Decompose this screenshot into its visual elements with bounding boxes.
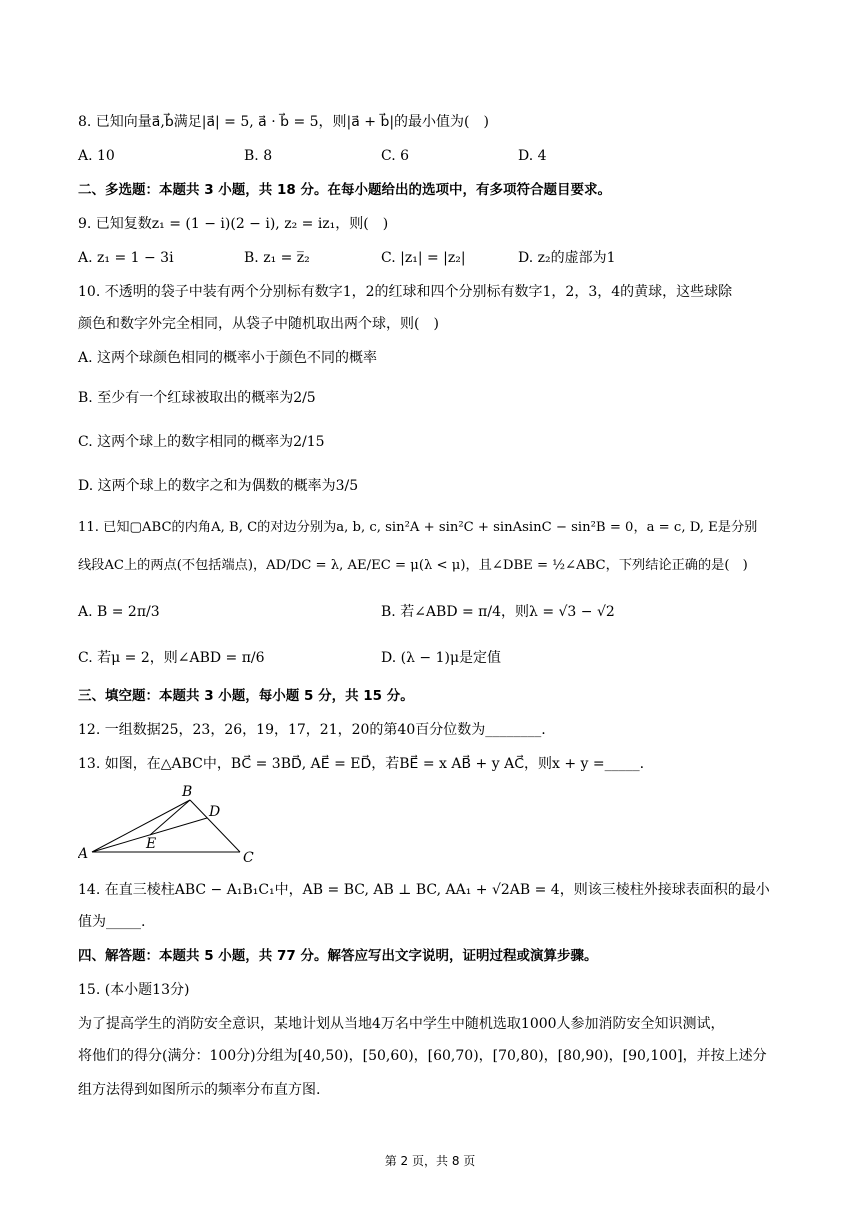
figure-label-d: D	[209, 804, 221, 820]
figure-label-c: C	[243, 850, 254, 866]
q10-option-d: D. 这两个球上的数字之和为偶数的概率为3/5	[78, 478, 359, 494]
triangle-figure	[78, 780, 278, 870]
q11-option-a: A. B = 2π/3	[78, 604, 160, 620]
q9-option-b: B. z₁ = z̅₂	[244, 250, 310, 266]
q10-stem-line1: 10. 不透明的袋子中装有两个分别标有数字1，2的红球和四个分别标有数字1，2，3，4的黄球，这些球除	[78, 284, 733, 300]
q10-option-a: A. 这两个球颜色相同的概率小于颜色不同的概率	[78, 350, 378, 366]
q11-stem-line1: 11. 已知▢ABC的内角A, B, C的对边分别为a, b, c, sin²A + sin²C + sinAsinC − sin²B = 0，a = c, D, E是分别	[78, 520, 758, 535]
q9-option-a: A. z₁ = 1 − 3i	[78, 250, 174, 266]
q15-line3: 组方法得到如图所示的频率分布直方图.	[78, 1082, 321, 1098]
q13-stem: 13. 如图，在△ABC中，BC⃗ = 3BD⃗, AE⃗ = ED⃗，若BE⃗ = x AB⃗ + y AC⃗，则x + y =_____.	[78, 756, 645, 772]
figure-label-b: B	[182, 784, 193, 800]
q9-option-c: C. |z₁| = |z₂|	[381, 250, 466, 266]
page-footer: 第 2 页，共 8 页	[384, 1154, 476, 1168]
q8-stem: 8. 已知向量a⃗,b⃗满足|a⃗| = 5, a⃗ · b⃗ = 5，则|a⃗ + b⃗|的最小值为( )	[78, 114, 489, 130]
q15-header: 15. (本小题13分)	[78, 982, 190, 998]
q9-option-d: D. z₂的虚部为1	[518, 250, 616, 266]
q15-line1: 为了提高学生的消防安全意识，某地计划从当地4万名中学生中随机选取1000人参加消防安全知识测试，	[78, 1016, 725, 1032]
figure-label-a: A	[78, 846, 89, 862]
q11-stem-line2: 线段AC上的两点(不包括端点)，AD/DC = λ, AE/EC = μ(λ < μ)，且∠DBE = ½∠ABC，下列结论正确的是( )	[78, 558, 748, 573]
q14-line1: 14. 在直三棱柱ABC − A₁B₁C₁中，AB = BC, AB ⊥ BC, AA₁ + √2AB = 4，则该三棱柱外接球表面积的最小	[78, 882, 770, 898]
q9-stem: 9. 已知复数z₁ = (1 − i)(2 − i), z₂ = iz₁，则( )	[78, 216, 389, 232]
q10-option-b: B. 至少有一个红球被取出的概率为2/5	[78, 390, 316, 406]
q11-option-b: B. 若∠ABD = π/4，则λ = √3 − √2	[381, 604, 615, 620]
q8-option-b: B. 8	[244, 148, 273, 164]
q11-option-c: C. 若μ = 2，则∠ABD = π/6	[78, 650, 265, 666]
section-multi-choice-heading: 二、多选题：本题共 3 小题，共 18 分。在每小题给出的选项中，有多项符合题目要求。	[78, 182, 611, 198]
q8-option-d: D. 4	[518, 148, 547, 164]
section-fill-blank-heading: 三、填空题：本题共 3 小题，每小题 5 分，共 15 分。	[78, 688, 414, 704]
q14-line2: 值为_____.	[78, 914, 146, 930]
q8-option-c: C. 6	[381, 148, 410, 164]
section-solution-heading: 四、解答题：本题共 5 小题，共 77 分。解答应写出文字说明，证明过程或演算步骤。	[78, 948, 598, 964]
q11-option-d: D. (λ − 1)μ是定值	[381, 650, 502, 666]
q10-stem-line2: 颜色和数字外完全相同，从袋子中随机取出两个球，则( )	[78, 316, 439, 332]
q15-line2: 将他们的得分(满分：100分)分组为[40,50)，[50,60)，[60,70)，[70,80)，[80,90)，[90,100]，并按上述分	[78, 1048, 767, 1064]
q10-option-c: C. 这两个球上的数字相同的概率为2/15	[78, 434, 325, 450]
q8-option-a: A. 10	[78, 148, 115, 164]
q12-stem: 12. 一组数据25，23，26，19，17，21，20的第40百分位数为________.	[78, 722, 546, 738]
figure-label-e: E	[146, 836, 157, 852]
